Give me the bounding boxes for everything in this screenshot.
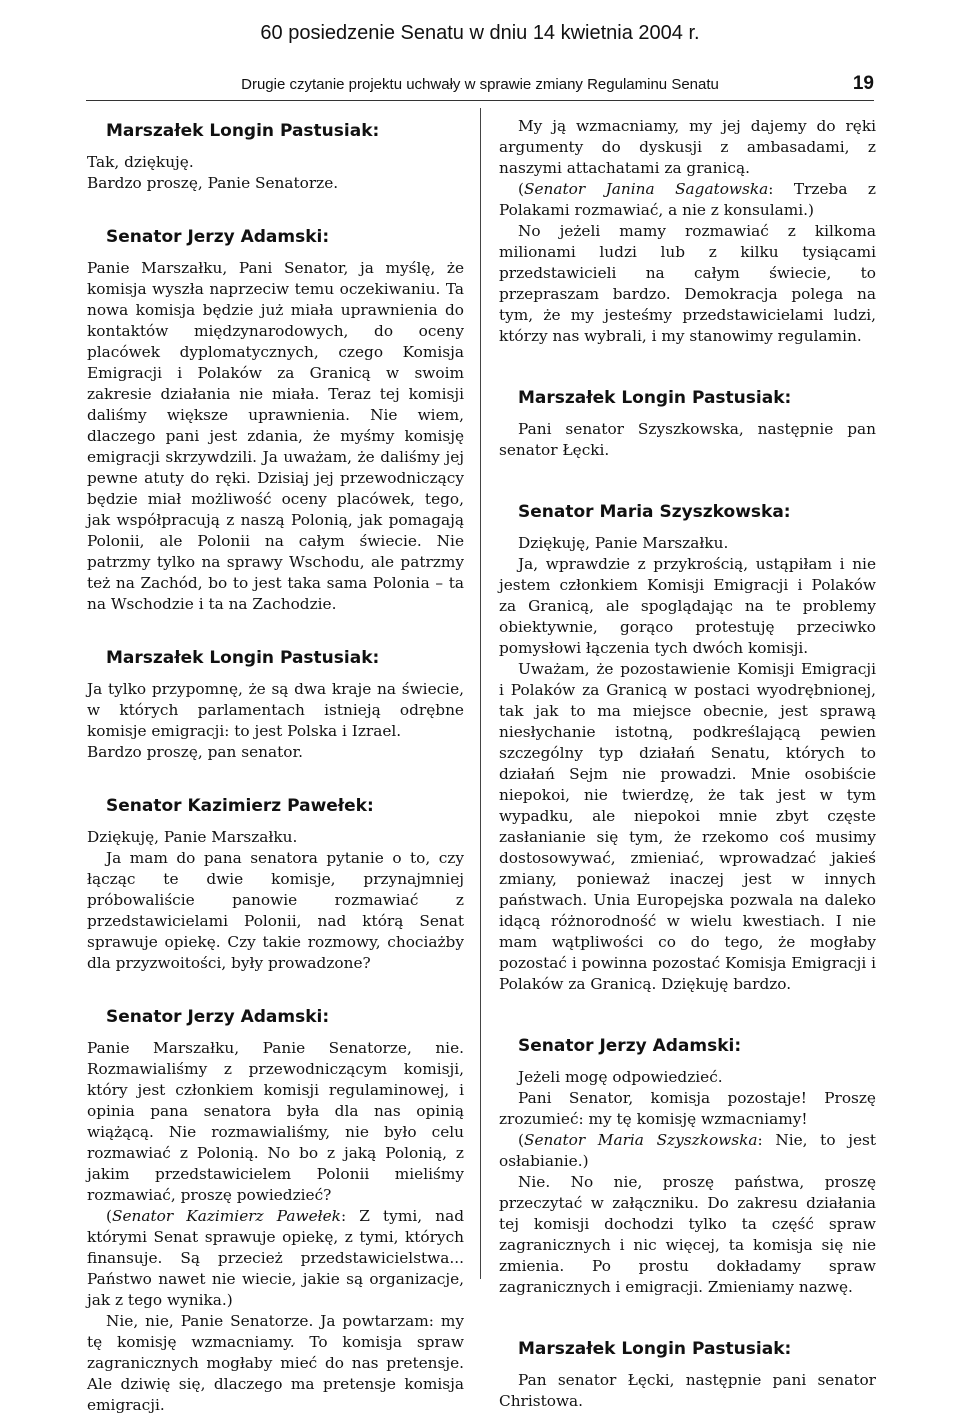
- speech-paragraph: Pan senator Łęcki, następnie pani senator Christowa.: [499, 1371, 876, 1410]
- interjection-speaker: Senator Maria Szyszkowska: [523, 1131, 758, 1149]
- speech-paragraph: Bardzo proszę, pan senator.: [87, 743, 303, 761]
- speech-paragraph: Jeżeli mogę odpowiedzieć.: [518, 1068, 723, 1086]
- interjection-text: : Trzeba z Polakami rozmawiać, a nie z konsulami.): [499, 180, 876, 219]
- page-number: 19: [852, 73, 874, 94]
- speech-paragraph: Bardzo proszę, Panie Senatorze.: [87, 174, 339, 192]
- speaker-heading: Marszałek Longin Pastusiak:: [518, 388, 792, 408]
- speech-paragraph: Uważam, że pozostawienie Komisji Emigracji i Polaków za Granicą w postaci wyodrębnionej, tak jak to ma miejsce obecnie, jest sprawą niesłychanie istotną, podkreślającą pewien szczególny typ działań Senatu, których to działań Sejm nie prowadzi. Mnie osobiście niepokoi, nie twierdzę, że tak jest w tym wypadku, ale niepokoi mnie zbyt częste zasłanianie się tym, że rzekomo coś musimy dostosowywać, zmieniać, wprowadzać jakieś zmiany, ponieważ inaczej jest w innych państwach. Unia Europejska pozwala na daleko idącą różnorodność w wielu kwestiach. I nie mam wątpliwości co do tego, że mogłaby pozostać i powinna pozostać Komisja Emigracji i Polaków za Granicą. Dziękuję bardzo.: [499, 660, 877, 993]
- left-column: [87, 116, 464, 1416]
- header-divider: [86, 100, 874, 101]
- speech-paragraph: Pani Senator, komisja pozostaje! Proszę zrozumieć: my tę komisję wzmacniamy!: [499, 1089, 876, 1128]
- speaker-heading: Senator Jerzy Adamski:: [518, 1036, 742, 1056]
- speech-paragraph: Pani senator Szyszkowska, następnie pan senator Łęcki.: [499, 420, 876, 459]
- speech-paragraph: Panie Marszałku, Pani Senator, ja myślę, że komisja wyszła naprzeciw temu oczekiwaniu. Ta nowa komisja będzie już miała uprawnienia do kontaktów międzynarodowych, do oceny placówek dyplomatycznych, czego Komisja Emigracji i Polaków za Granicą w swoim zakresie działania nie miała. Teraz tej komisji daliśmy większe uprawnienia. Nie wiem, dlaczego pani jest zdania, że myśmy komisję emigracji skrzywdzili. Ja uważam, że daliśmy jej pewne atuty do ręki. Dzisiaj jej przewodniczący będzie miał możliwość oceny placówek, tego, jak współpracują z naszą Polonią, jak pomagają Polonii, ale Polonii na całym świecie. Nie patrzmy tylko na sprawy Wschodu, ale patrzmy też na Zachód, bo to jest taka sama Polonia – ta na Wschodzie i ta na Zachodzie.: [87, 259, 464, 613]
- speech-paragraph: Nie. No nie, proszę państwa, proszę przeczytać w załączniku. Do zakresu działania tej komisji dochodzi tylko ta część spraw zagranicznych i nic więcej, ta komisja się nie zmienia. Po prostu dokładamy spraw zagranicznych i emigracji. Zmieniamy nazwę.: [499, 1173, 876, 1296]
- interjection: (Senator Kazimierz Pawełek: Z tymi, nad którymi Senat sprawuje opiekę, z tymi, których finansuje. Są przecież przedstawicielstwa... Państwo nawet nie wiecie, jakie są organizacje, jak z tego wynika.): [87, 1207, 465, 1309]
- interjection: (Senator Maria Szyszkowska: Nie, to jest osłabianie.): [499, 1131, 877, 1170]
- speech-paragraph: Tak, dziękuję.: [87, 153, 194, 171]
- speaker-heading: Senator Jerzy Adamski:: [106, 1007, 330, 1027]
- speech-paragraph: Nie, nie, Panie Senatorze. Ja powtarzam: my tę komisję wzmacniamy. To komisja spraw zagranicznych mogłaby mieć do nas pretensje. Ale dziwię się, dlaczego ma pretensje komisja emigracji.: [87, 1312, 464, 1414]
- column-divider: [480, 108, 481, 1279]
- speaker-heading: Senator Maria Szyszkowska:: [518, 502, 791, 522]
- speech-paragraph: Ja mam do pana senatora pytanie o to, czy łącząc te dwie komisje, przynajmniej próbowaliście panowie rozmawiać z przedstawicielami Polonii, nad którą Senat sprawuje opiekę. Czy takie rozmowy, chociażby dla przyzwoitości, były prowadzone?: [87, 849, 464, 972]
- session-title: 60 posiedzenie Senatu w dniu 14 kwietnia 2004 r.: [260, 22, 700, 44]
- speaker-heading: Senator Kazimierz Pawełek:: [106, 796, 374, 816]
- speech-paragraph: My ją wzmacniamy, my jej dajemy do ręki argumenty do dyskusji z ambasadami, z naszymi attachatami za granicą.: [499, 117, 876, 177]
- speaker-heading: Marszałek Longin Pastusiak:: [106, 648, 380, 668]
- speech-paragraph: Panie Marszałku, Panie Senatorze, nie. Rozmawialiśmy z przewodniczącym komisji, który jest członkiem komisji regulaminowej, i opinia pana senatora była dla nas opinią wiążącą. Nie rozmawialiśmy, nie było celu rozmawiać z Polonią. No bo z jaką Polonią, z jakim przedstawicielem Polonii mieliśmy rozmawiać, proszę powiedzieć?: [87, 1039, 464, 1204]
- speech-paragraph: Dziękuję, Panie Marszałku.: [87, 828, 298, 846]
- interjection-speaker: Senator Kazimierz Pawełek: [111, 1207, 341, 1225]
- speaker-heading: Marszałek Longin Pastusiak:: [106, 121, 380, 141]
- speech-paragraph: Dziękuję, Panie Marszałku.: [518, 534, 729, 552]
- speech-paragraph: Ja tylko przypomnę, że są dwa kraje na świecie, w których parlamentach istnieją odrębne komisje emigracji: to jest Polska i Izrael.: [87, 680, 464, 740]
- speech-paragraph: Ja, wprawdzie z przykrością, ustąpiłam i nie jestem członkiem Komisji Emigracji i Polaków za Granicą, ale spoglądając na te problemy obiektywnie, gorąco protestuję przeciwko pomysłowi łączenia tych dwóch komisji.: [499, 555, 876, 657]
- right-column: [499, 116, 876, 1412]
- interjection: (Senator Janina Sagatowska: Trzeba z Polakami rozmawiać, a nie z konsulami.): [499, 180, 876, 219]
- interjection-speaker: Senator Janina Sagatowska: [523, 180, 769, 198]
- document-subtitle: Drugie czytanie projektu uchwały w sprawie zmiany Regulaminu Senatu: [241, 76, 719, 93]
- page-header: [0, 0, 960, 100]
- speaker-heading: Senator Jerzy Adamski:: [106, 227, 330, 247]
- interjection-text: : Nie, to jest osłabianie.): [499, 1131, 877, 1170]
- speech-paragraph: No jeżeli mamy rozmawiać z kilkoma milionami ludzi lub z kilku tysiącami przedstawicieli na całym świecie, to przepraszam bardzo. Demokracja polega na tym, że my jesteśmy przedstawicielami ludzi, którzy nas wybrali, i my stanowimy regulamin.: [499, 222, 876, 345]
- interjection-text: : Z tymi, nad którymi Senat sprawuje opiekę, z tymi, których finansuje. Są przecież przedstawicielstwa... Państwo nawet nie wiecie, jakie są organizacje, jak z tego wynika.): [87, 1207, 465, 1309]
- speaker-heading: Marszałek Longin Pastusiak:: [518, 1339, 792, 1359]
